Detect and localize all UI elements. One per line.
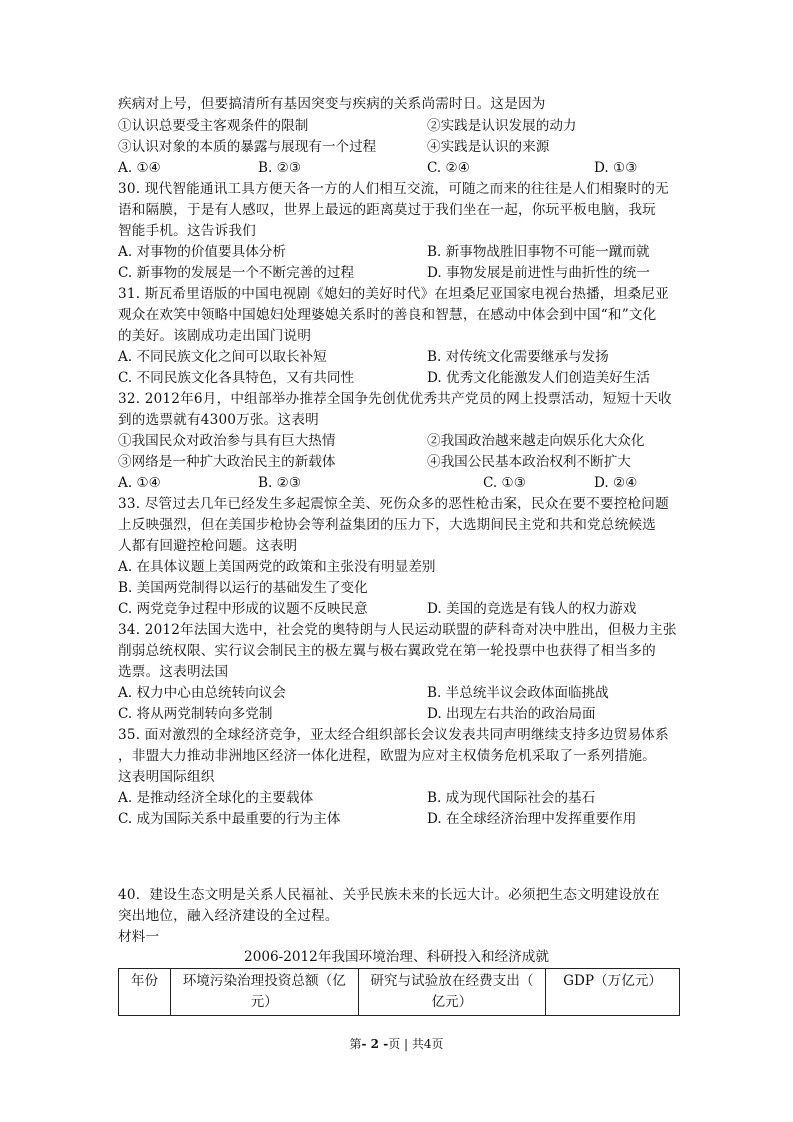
header-pollution-investment [170,969,358,1016]
question-32-line-2: 到的选票就有4300万张。这表明 [118,412,319,428]
question-30-line-3: 智能手机。这告诉我们 [118,223,256,239]
statement-4: ④我国公民基本政治权利不断扩大 [427,454,631,470]
page-footer [0,1036,793,1052]
option-c: C. ①③ [483,475,526,491]
option-a: A. ①④ [118,475,161,491]
header-rd-spending-line-1: 研究与试验放在经费支出（ [370,973,534,989]
question-34-line-2: 削弱总统权限、实行议会制民主的极左翼与极右翼政党在第一轮投票中也获得了相当多的 [118,643,656,659]
option-b: B. ②③ [258,160,302,176]
option-a: A. 对事物的价值要具体分析 [118,244,286,260]
material-label: 材料一 [118,929,160,945]
option-a: A. 权力中心由总统转向议会 [118,685,286,701]
option-b: B. ②③ [258,475,302,491]
option-b: B. 对传统文化需要继承与发扬 [427,349,609,365]
table-header-row [119,969,680,1016]
footer-prefix: 第 [349,1037,362,1051]
header-rd-spending [358,969,546,1016]
question-33-line-2: 上反映强烈，但在美国步枪协会等利益集团的压力下，大选期间民主党和共和党总统候选 [118,517,656,533]
option-d: D. 美国的竞选是有钱人的权力游戏 [427,601,637,617]
option-a: A. 在具体议题上美国两党的政策和主张没有明显差别 [118,559,436,575]
statement-3: ③认识对象的本质的暴露与展现有一个过程 [118,139,377,155]
option-b: B. 成为现代国际社会的基石 [427,790,596,806]
option-b: B. 半总统半议会政体面临挑战 [427,685,609,701]
question-29-stem: 疾病对上号，但要搞清所有基因突变与疾病的关系尚需时日。这是因为 [118,96,546,112]
question-31-line-2: 观众在欢笑中领略中国媳妇处理婆媳关系时的善良和智慧，在感动中体会到中国“和”文化 [118,307,657,323]
option-d: D. 事物发展是前进性与曲折性的统一 [427,265,650,281]
option-d: D. 出现左右共治的政治局面 [427,706,596,722]
question-35-line-3: 这表明国际组织 [118,769,215,785]
footer-suffix: 页 | 共4页 [388,1037,444,1051]
question-30-line-2: 语和隔膜，于是有人感叹，世界上最远的距离莫过于我们坐在一起，你玩平板电脑，我玩 [118,202,656,218]
footer-page-number: - 2 - [361,1037,389,1051]
header-pollution-investment-line-1: 环境污染治理投资总额（亿 [182,973,346,989]
option-b: B. 新事物战胜旧事物不可能一蹴而就 [427,244,650,260]
question-40-line-1: 40．建设生态文明是关系人民福祉、关乎民族未来的长远大计。必须把生态文明建设放在 [118,887,660,903]
option-d: D. ①③ [594,160,638,176]
question-35-line-1: 35. 面对激烈的全球经济竞争，亚太经合组织部长会议发表共同声明继续支持多边贸易体系 [118,727,669,743]
option-d: D. 在全球经济治理中发挥重要作用 [427,811,637,827]
option-b: B. 美国两党制得以运行的基础发生了变化 [118,580,368,596]
header-gdp: GDP（万亿元） [546,969,680,1016]
option-c: C. 新事物的发展是一个不断完善的过程 [118,265,355,281]
question-33-line-3: 人都有回避控枪问题。这表明 [118,538,298,554]
data-table [118,968,680,1016]
option-c: C. 将从两党制转向多党制 [118,706,273,722]
statement-2: ②实践是认识发展的动力 [427,118,577,134]
question-31-line-3: 的美好。该剧成功走出国门说明 [118,328,312,344]
statement-3: ③网络是一种扩大政治民主的新载体 [118,454,336,470]
statement-4: ④实践是认识的来源 [427,139,550,155]
statement-2: ②我国政治越来越走向娱乐化大众化 [427,433,645,449]
question-32-line-1: 32. 2012年6月，中组部举办推荐全国争先创优优秀共产党员的网上投票活动，短短十天收 [118,391,672,407]
question-31-line-1: 31. 斯瓦希里语版的中国电视剧《媳妇的美好时代》在坦桑尼亚国家电视台热播，坦桑尼亚 [118,286,669,302]
option-a: A. 不同民族文化之间可以取长补短 [118,349,327,365]
option-c: C. 不同民族文化各具特色，又有共同性 [118,370,355,386]
question-35-line-2: ，非盟大力推动非洲地区经济一体化进程，欧盟为应对主权债务危机采取了一系列措施。 [118,748,656,764]
question-33-line-1: 33. 尽管过去几年已经发生多起震惊全美、死伤众多的恶性枪击案，民众在要不要控枪问题 [118,496,669,512]
statement-1: ①我国民众对政治参与具有巨大热情 [118,433,336,449]
question-34-line-1: 34. 2012年法国大选中，社会党的奥特朗与人民运动联盟的萨科奇对决中胜出，但极力主张 [118,622,677,638]
question-40-line-2: 突出地位，融入经济建设的全过程。 [118,908,339,924]
header-pollution-investment-line-2: 元） [250,994,278,1010]
question-34-line-3: 选票。这表明法国 [118,664,229,680]
option-c: C. ②④ [427,160,470,176]
question-30-line-1: 30. 现代智能通讯工具方便天各一方的人们相互交流，可随之而来的往往是人们相聚时的无 [118,181,669,197]
option-a: A. ①④ [118,160,161,176]
option-c: C. 成为国际关系中最重要的行为主体 [118,811,341,827]
header-rd-spending-line-2: 亿元） [431,994,473,1010]
option-a: A. 是推动经济全球化的主要载体 [118,790,314,806]
table-caption: 2006-2012年我国环境治理、科研投入和经济成就 [244,949,549,965]
option-d: D. ②④ [594,475,638,491]
statement-1: ①认识总要受主客观条件的限制 [118,118,309,134]
header-year: 年份 [119,969,171,1016]
option-c: C. 两党竞争过程中形成的议题不反映民意 [118,601,368,617]
option-d: D. 优秀文化能激发人们创造美好生活 [427,370,650,386]
